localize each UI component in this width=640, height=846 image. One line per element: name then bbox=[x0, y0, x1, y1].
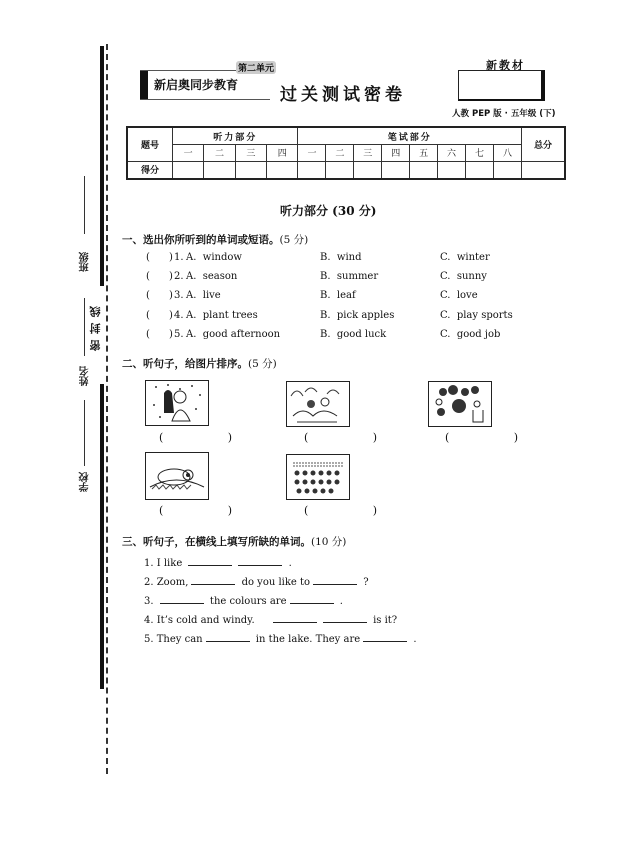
new-textbook-box bbox=[458, 70, 545, 101]
score-cell[interactable] bbox=[326, 161, 354, 179]
school-line bbox=[84, 400, 85, 466]
answer-blank[interactable] bbox=[313, 574, 357, 585]
answer-blank[interactable] bbox=[363, 631, 407, 642]
section1-heading-text: 一、选出你所听到的单词或短语。 bbox=[122, 234, 280, 246]
writing-col: 四 bbox=[382, 145, 410, 162]
option-b[interactable]: B. pick apples bbox=[320, 310, 395, 321]
section3-heading bbox=[122, 534, 346, 549]
answer-blank[interactable] bbox=[290, 593, 334, 604]
question-row bbox=[146, 290, 566, 306]
option-a[interactable]: A. season bbox=[186, 271, 238, 282]
item-text: . bbox=[413, 634, 417, 645]
item-text: ? bbox=[363, 577, 369, 588]
answer-blank[interactable] bbox=[238, 555, 282, 566]
item-text: They can bbox=[156, 634, 203, 645]
seal-text: 密封线 bbox=[89, 300, 102, 351]
question-number: 5. bbox=[174, 329, 184, 340]
option-b[interactable]: B. leaf bbox=[320, 290, 356, 301]
writing-col: 二 bbox=[326, 145, 354, 162]
total-header: 总分 bbox=[522, 127, 566, 161]
answer-paren[interactable]: ( ) bbox=[146, 271, 173, 282]
option-c[interactable]: C. play sports bbox=[440, 310, 513, 321]
item-number: 2. bbox=[144, 577, 154, 588]
answer-blank[interactable] bbox=[191, 574, 235, 585]
section1-heading bbox=[122, 232, 308, 247]
option-c[interactable]: C. winter bbox=[440, 252, 490, 263]
answer-paren[interactable]: ( ) bbox=[146, 310, 173, 321]
writing-col: 六 bbox=[438, 145, 466, 162]
item-text: is it? bbox=[373, 615, 398, 626]
picture-answer-2[interactable]: ( ) bbox=[304, 431, 378, 444]
item-text: I like bbox=[156, 558, 183, 569]
item-number: 1. bbox=[144, 558, 154, 569]
question-number: 4. bbox=[174, 310, 184, 321]
planting-trees-picture bbox=[286, 454, 350, 500]
item-number: 5. bbox=[144, 634, 154, 645]
logo-bar bbox=[140, 71, 148, 99]
item-text: the colours are bbox=[209, 596, 287, 607]
listening-col: 二 bbox=[204, 145, 235, 162]
writing-col: 七 bbox=[466, 145, 494, 162]
answer-blank[interactable] bbox=[160, 593, 204, 604]
option-c[interactable]: C. love bbox=[440, 290, 478, 301]
score-cell[interactable] bbox=[493, 161, 521, 179]
cut-line bbox=[106, 44, 108, 774]
class-label: 班级 bbox=[80, 252, 91, 272]
section3-points: (10 分) bbox=[311, 536, 347, 548]
part-title: 听力部分 (30 分) bbox=[280, 204, 377, 218]
score-label: 得分 bbox=[127, 161, 173, 179]
option-a[interactable]: A. window bbox=[186, 252, 242, 263]
row-header: 题号 bbox=[127, 127, 173, 161]
question-number: 3. bbox=[174, 290, 184, 301]
total-score-cell[interactable] bbox=[522, 161, 566, 179]
score-cell[interactable] bbox=[382, 161, 410, 179]
listening-col: 四 bbox=[267, 145, 298, 162]
score-cell[interactable] bbox=[298, 161, 326, 179]
question-row bbox=[146, 252, 566, 268]
item-text: It’s cold and windy. bbox=[156, 615, 255, 626]
item-number: 3. bbox=[144, 596, 154, 607]
new-textbook-label: 新教材 bbox=[486, 59, 525, 72]
name-line bbox=[84, 298, 85, 356]
option-a[interactable]: A. good afternoon bbox=[186, 329, 281, 340]
section2-points: (5 分) bbox=[248, 358, 277, 370]
fill-item-2 bbox=[144, 574, 369, 588]
fill-item-1 bbox=[144, 555, 292, 569]
writing-col: 八 bbox=[493, 145, 521, 162]
edition-label: 人教 PEP 版 · 五年级 (下) bbox=[452, 109, 556, 119]
item-text: Zoom, bbox=[156, 577, 189, 588]
answer-blank[interactable] bbox=[273, 612, 317, 623]
answer-blank[interactable] bbox=[206, 631, 250, 642]
listening-group-header: 听力部分 bbox=[173, 127, 298, 145]
score-cell[interactable] bbox=[410, 161, 438, 179]
answer-blank[interactable] bbox=[323, 612, 367, 623]
option-c[interactable]: C. sunny bbox=[440, 271, 487, 282]
item-number: 4. bbox=[144, 615, 154, 626]
score-cell[interactable] bbox=[466, 161, 494, 179]
score-cell[interactable] bbox=[235, 161, 266, 179]
score-cell[interactable] bbox=[354, 161, 382, 179]
picture-answer-5[interactable]: ( ) bbox=[304, 504, 378, 517]
listening-col: 三 bbox=[235, 145, 266, 162]
score-cell[interactable] bbox=[204, 161, 235, 179]
fill-item-3 bbox=[144, 593, 343, 607]
fill-item-5 bbox=[144, 631, 417, 645]
name-label: 姓名 bbox=[80, 366, 91, 386]
item-text: . bbox=[339, 596, 343, 607]
option-a[interactable]: A. plant trees bbox=[186, 310, 258, 321]
publisher-name: 新启奥同步教育 bbox=[154, 78, 239, 92]
answer-paren[interactable]: ( ) bbox=[146, 290, 173, 301]
question-row bbox=[146, 329, 566, 345]
fill-item-4 bbox=[144, 612, 397, 626]
section3-heading-text: 三、听句子，在横线上填写所缺的单词。 bbox=[122, 536, 311, 548]
option-b[interactable]: B. summer bbox=[320, 271, 379, 282]
picnic-picture bbox=[286, 381, 350, 427]
section1-points: (5 分) bbox=[279, 234, 309, 246]
binding-bar-top bbox=[100, 46, 104, 286]
option-b[interactable]: B. wind bbox=[320, 252, 362, 263]
writing-group-header: 笔试部分 bbox=[298, 127, 522, 145]
page-title: 过关测试密卷 bbox=[280, 85, 406, 105]
item-text: do you like to bbox=[241, 577, 311, 588]
writing-col: 五 bbox=[410, 145, 438, 162]
section2-heading bbox=[122, 356, 277, 371]
listening-col: 一 bbox=[173, 145, 204, 162]
option-a[interactable]: A. live bbox=[186, 290, 221, 301]
picture-answer-1[interactable]: ( ) bbox=[159, 431, 233, 444]
item-text: . bbox=[288, 558, 292, 569]
writing-col: 三 bbox=[354, 145, 382, 162]
score-cell[interactable] bbox=[173, 161, 204, 179]
score-table bbox=[126, 126, 566, 180]
snowman-picture bbox=[145, 380, 209, 426]
section2-heading-text: 二、听句子，给图片排序。 bbox=[122, 358, 248, 370]
option-c[interactable]: C. good job bbox=[440, 329, 501, 340]
sleeping-animal-picture bbox=[145, 452, 209, 500]
question-number: 2. bbox=[174, 271, 184, 282]
question-row bbox=[146, 310, 566, 326]
class-line bbox=[84, 176, 85, 234]
writing-col: 一 bbox=[298, 145, 326, 162]
answer-paren[interactable]: ( ) bbox=[146, 252, 173, 263]
unit-badge: 第二单元 bbox=[236, 61, 276, 74]
option-b[interactable]: B. good luck bbox=[320, 329, 387, 340]
apple-picking-picture bbox=[428, 381, 492, 427]
binding-bar-bottom bbox=[100, 384, 104, 689]
question-row bbox=[146, 271, 566, 287]
score-cell[interactable] bbox=[438, 161, 466, 179]
question-number: 1. bbox=[174, 252, 184, 263]
picture-answer-3[interactable]: ( ) bbox=[445, 431, 519, 444]
school-label: 学校 bbox=[80, 472, 91, 492]
picture-answer-4[interactable]: ( ) bbox=[159, 504, 233, 517]
score-cell[interactable] bbox=[267, 161, 298, 179]
answer-paren[interactable]: ( ) bbox=[146, 329, 173, 340]
answer-blank[interactable] bbox=[188, 555, 232, 566]
publisher-logo bbox=[140, 70, 270, 100]
item-text: in the lake. They are bbox=[255, 634, 361, 645]
